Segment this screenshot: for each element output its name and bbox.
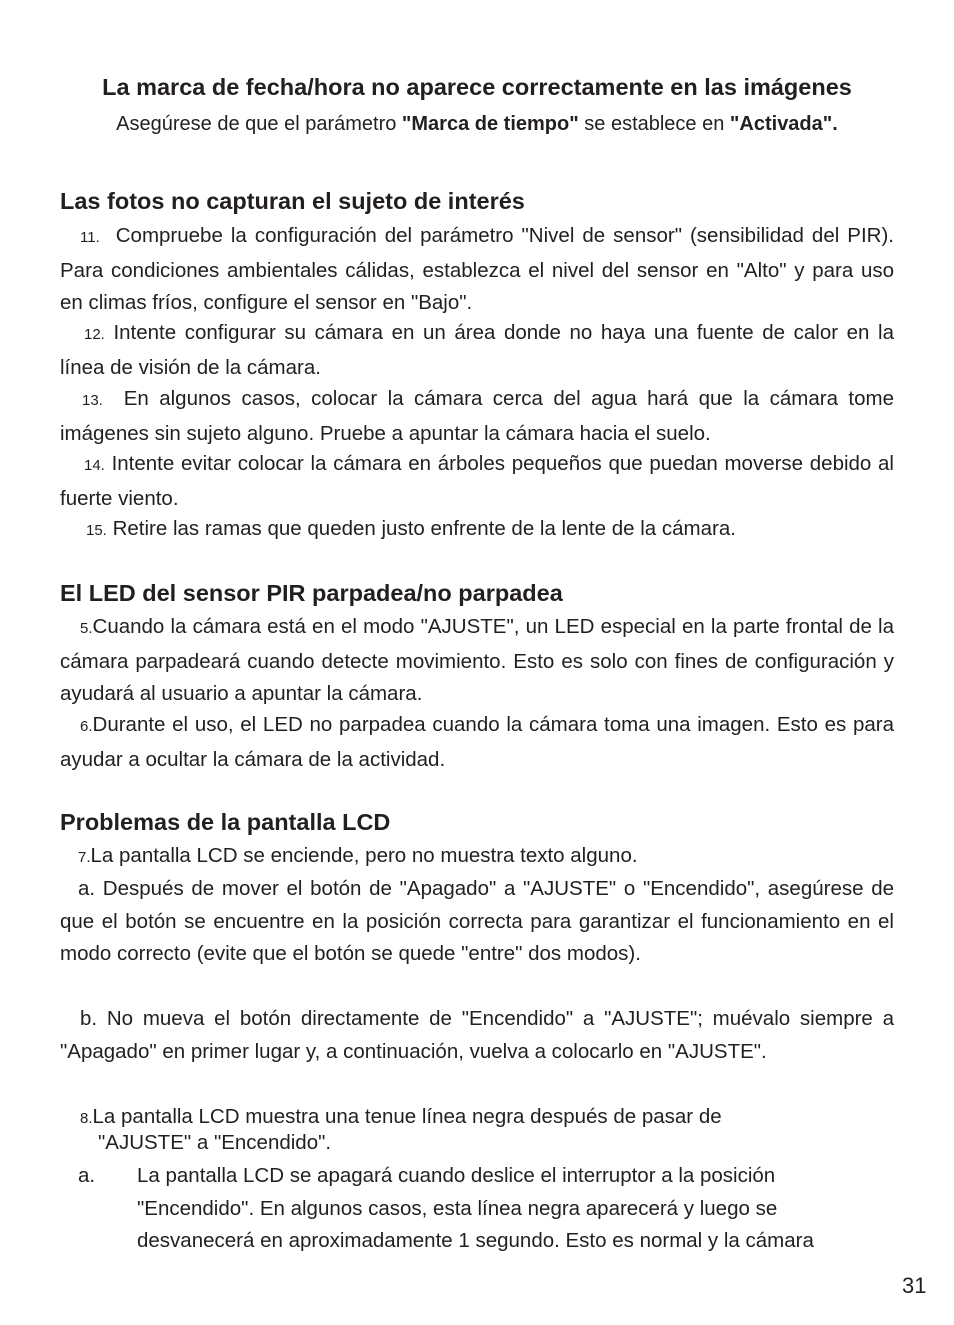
heading-lcd-problems: Problemas de la pantalla LCD xyxy=(60,809,391,835)
list-item: 11. Compruebe la configuración del parámetro "Nivel de sensor" (sensibilidad del PIR). Para condiciones ambientales cálidas, establezca el nivel del sensor en "Alto" y para uso en climas fríos, configure el sensor en "Bajo". xyxy=(60,224,894,315)
list-item: 12. Intente configurar su cámara en un área donde no haya una fuente de calor en la línea de visión de la cámara. xyxy=(60,321,894,379)
page-number: 31 xyxy=(902,1273,927,1298)
list-item: 8.La pantalla LCD muestra una tenue línea negra después de pasar de "AJUSTE" a "Encendido". xyxy=(80,1105,722,1154)
list-item: a. La pantalla LCD se apagará cuando deslice el interruptor a la posición "Encendido". En algunos casos, esta línea negra aparecerá y luego se desvanecerá en aproximadamente 1 segundo. Esto es normal y la cámara xyxy=(78,1164,814,1253)
heading-photos-subject: Las fotos no capturan el sujeto de interés xyxy=(60,188,525,214)
heading-date-stamp: La marca de fecha/hora no aparece correctamente en las imágenes xyxy=(102,74,852,100)
list-item: b. No mueva el botón directamente de "Encendido" a "AJUSTE"; muévalo siempre a "Apagado" en primer lugar y, a continuación, vuelva a colocarlo en "AJUSTE". xyxy=(60,1007,894,1063)
list-item: 13. En algunos casos, colocar la cámara cerca del agua hará que la cámara tome imágenes sin sujeto alguno. Pruebe a apuntar la cámara hacia el suelo. xyxy=(60,387,894,445)
heading-pir-led: El LED del sensor PIR parpadea/no parpadea xyxy=(60,580,563,606)
list-item: 15. Retire las ramas que queden justo enfrente de la lente de la cámara. xyxy=(86,517,736,540)
list-item: 6.Durante el uso, el LED no parpadea cuando la cámara toma una imagen. Esto es para ayudar a ocultar la cámara de la actividad. xyxy=(60,713,894,771)
list-item: a. Después de mover el botón de "Apagado" a "AJUSTE" o "Encendido", asegúrese de que el botón se encuentre en la posición correcta para garantizar el funcionamiento en el modo correcto (evite que el botón se quede "entre" dos modos). xyxy=(60,877,894,966)
list-item: 5.Cuando la cámara está en el modo "AJUSTE", un LED especial en la parte frontal de la cámara parpadeará cuando detecte movimiento. Esto es solo con fines de configuración y ayudará al usuario a apuntar la cámara. xyxy=(60,615,894,706)
list-item: 14. Intente evitar colocar la cámara en árboles pequeños que puedan moverse debido al fuerte viento. xyxy=(60,452,894,510)
date-stamp-instruction: Asegúrese de que el parámetro "Marca de tiempo" se establece en "Activada". xyxy=(116,113,838,135)
list-item: 7.La pantalla LCD se enciende, pero no muestra texto alguno. xyxy=(78,844,638,867)
